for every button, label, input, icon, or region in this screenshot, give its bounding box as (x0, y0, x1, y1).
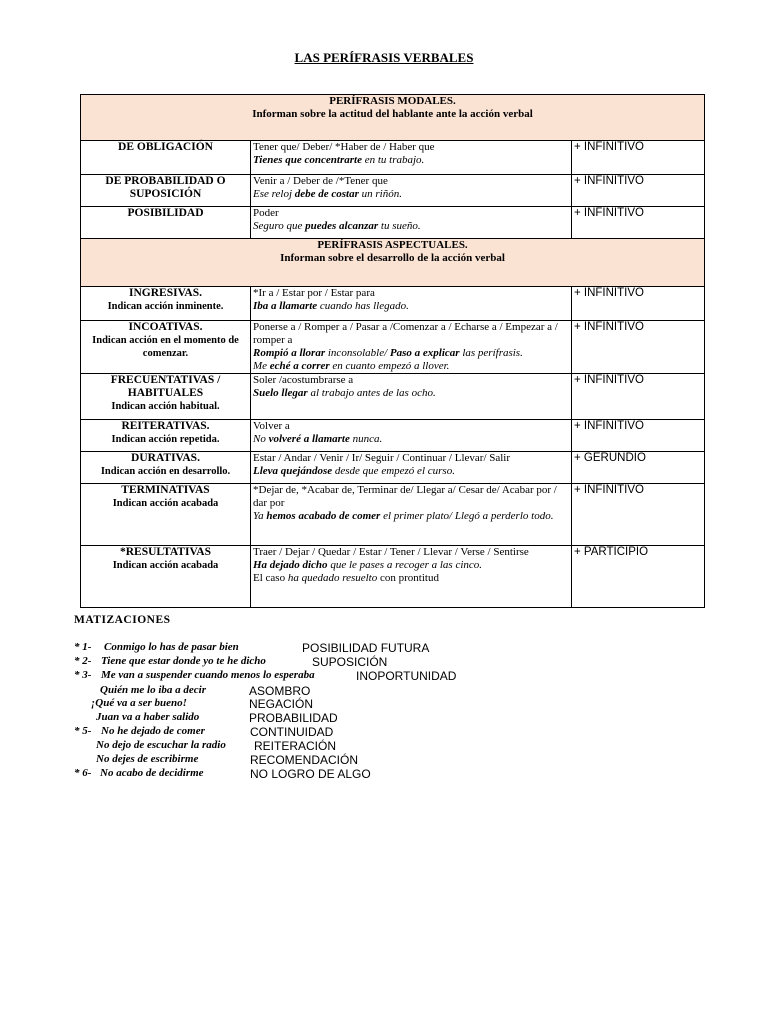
example-sentence (253, 572, 569, 585)
category-name: POSIBILIDAD (127, 207, 204, 219)
matizacion-number: * 3- (74, 669, 92, 681)
page-title-text: LAS PERÍFRASIS VERBALES (294, 50, 474, 65)
matizacion-number: * 5- (74, 725, 92, 737)
matizacion-label: POSIBILIDAD FUTURA (302, 641, 430, 655)
example-periphrasis: hemos acabado de comer (266, 510, 381, 522)
matizacion-label: REITERACIÓN (254, 739, 337, 753)
matizacion-example: Tiene que estar donde yo te he dicho (101, 655, 266, 667)
result-form-cell (572, 141, 705, 175)
verb-forms: Traer / Dejar / Quedar / Estar / Tener / Llevar / Verse / Sentirse (253, 546, 529, 558)
example-sentence (253, 465, 569, 478)
matizacion-example: Juan va a haber salido (96, 711, 200, 723)
forms-example-cell (251, 207, 572, 239)
table-row (81, 141, 705, 175)
example-periphrasis: debe de costar (294, 188, 359, 200)
matizacion-label: INOPORTUNIDAD (356, 669, 457, 683)
result-form-cell (572, 321, 705, 374)
category-description: Indican acción acabada (112, 498, 219, 509)
matizacion-example: No dejo de escuchar la radio (96, 739, 226, 751)
verb-forms: Tener que/ Deber/ *Haber de / Haber que (253, 141, 435, 153)
example-text: El caso (253, 572, 288, 584)
example-periphrasis: eché a correr (269, 360, 330, 372)
table-row (81, 175, 705, 207)
forms-example-cell (251, 175, 572, 207)
matizacion-label: ASOMBRO (249, 684, 311, 698)
example-periphrasis: Ha dejado dicho (253, 559, 328, 571)
category-name: REITERATIVAS. (121, 420, 210, 432)
example-periphrasis: Tienes que concentrarte (253, 154, 362, 166)
verb-forms: Venir a / Deber de /*Tener que (253, 175, 388, 187)
example-text: al trabajo antes de las ocho. (307, 387, 436, 399)
category-cell (81, 420, 251, 452)
matizacion-example: Conmigo lo has de pasar bien (104, 641, 239, 653)
result-form: + INFINITIVO (574, 141, 644, 153)
table-row (81, 452, 705, 484)
matizaciones-heading: MATIZACIONES (74, 614, 171, 626)
result-form: + PARTICIPIO (574, 546, 649, 558)
matizacion-label: NO LOGRO DE ALGO (250, 767, 371, 781)
matizacion-number: * 2- (74, 655, 92, 667)
example-text: el primer plato/ Llegó a perderlo todo. (380, 510, 554, 522)
matizacion-example: ¡Qué va a ser bueno! (91, 697, 187, 709)
category-cell (81, 141, 251, 175)
section-header-subtitle: Informan sobre el desarrollo de la acción verbal (280, 252, 505, 264)
example-text: nunca. (349, 433, 383, 445)
forms-example-cell (251, 374, 572, 420)
example-periphrasis: Iba a llamarte (253, 300, 318, 312)
result-form-cell (572, 207, 705, 239)
category-description: Indican acción repetida. (111, 434, 220, 445)
verb-forms: Poder (253, 207, 279, 219)
matizaciones-title (74, 612, 171, 627)
example-periphrasis: Paso a explicar (389, 347, 460, 359)
example-periphrasis: Rompió a llorar (253, 347, 326, 359)
result-form: + INFINITIVO (574, 484, 644, 496)
category-name: INCOATIVAS. (128, 321, 203, 333)
example-sentence (253, 220, 569, 233)
result-form-cell (572, 175, 705, 207)
category-name: DE OBLIGACIÓN (118, 141, 213, 153)
result-form-cell (572, 484, 705, 546)
table-row (81, 374, 705, 420)
category-description: Indican acción habitual. (111, 401, 220, 412)
matizacion-label: NEGACIÓN (249, 697, 314, 711)
result-form-cell (572, 374, 705, 420)
forms-example-cell (251, 321, 572, 374)
result-form: + INFINITIVO (574, 420, 644, 432)
verb-forms: Volver a (253, 420, 290, 432)
category-name: DURATIVAS. (131, 452, 200, 464)
forms-example-cell (251, 546, 572, 608)
section-header-subtitle: Informan sobre la actitud del hablante ante la acción verbal (252, 108, 533, 120)
example-text: con prontitud (377, 572, 439, 584)
example-text: No (253, 433, 269, 445)
verb-forms: Soler /acostumbrarse a (253, 374, 354, 386)
category-cell (81, 452, 251, 484)
example-text: Ya (253, 510, 267, 522)
matizacion-example: Me van a suspender cuando menos lo esperaba (101, 669, 315, 681)
category-description: Indican acción en el momento de comenzar. (92, 335, 239, 359)
result-form-cell (572, 420, 705, 452)
example-text: inconsolable/ (325, 347, 390, 359)
table-row (81, 420, 705, 452)
category-name: TERMINATIVAS (121, 484, 210, 496)
category-cell (81, 287, 251, 321)
table-row (81, 484, 705, 546)
category-name: DE PROBABILIDAD O SUPOSICIÓN (105, 175, 226, 200)
table-row (81, 321, 705, 374)
result-form-cell (572, 546, 705, 608)
matizacion-example: No he dejado de comer (101, 725, 205, 737)
forms-example-cell (251, 287, 572, 321)
example-text: Seguro que (253, 220, 306, 232)
example-sentence (253, 433, 569, 446)
matizacion-label: PROBABILIDAD (249, 711, 338, 725)
table-row (81, 207, 705, 239)
example-sentence (253, 154, 569, 167)
example-sentence (253, 360, 569, 373)
result-form: + GERUNDIO (574, 452, 646, 464)
example-text: Ese reloj (253, 188, 295, 200)
result-form: + INFINITIVO (574, 207, 644, 219)
forms-example-cell (251, 484, 572, 546)
result-form: + INFINITIVO (574, 175, 644, 187)
example-text: desde que empezó el curso. (332, 465, 455, 477)
category-description: Indican acción acabada (112, 560, 219, 571)
verb-forms: Ponerse a / Romper a / Pasar a /Comenzar a / Echarse a / Empezar a / romper a (253, 321, 558, 346)
category-name: *RESULTATIVAS (120, 546, 211, 558)
verb-forms: Estar / Andar / Venir / Ir/ Seguir / Continuar / Llevar/ Salir (253, 452, 511, 464)
matizacion-label: RECOMENDACIÓN (250, 753, 359, 767)
matizacion-example: No dejes de escribirme (96, 753, 199, 765)
forms-example-cell (251, 452, 572, 484)
page-title (0, 50, 768, 66)
table-row (81, 287, 705, 321)
example-periphrasis: puedes alcanzar (305, 220, 379, 232)
matizacion-number: * 1- (74, 641, 92, 653)
verb-forms: *Dejar de, *Acabar de, Terminar de/ Llegar a/ Cesar de/ Acabar por / dar por (253, 484, 557, 509)
category-name: FRECUENTATIVAS / HABITUALES (110, 374, 221, 399)
section-header (81, 239, 705, 287)
category-cell (81, 321, 251, 374)
section-header-title: PERÍFRASIS ASPECTUALES. (317, 239, 468, 251)
example-periphrasis: volveré a llamarte (268, 433, 350, 445)
example-text: que le pases a recoger a las cinco. (327, 559, 483, 571)
example-text: cuando has llegado. (317, 300, 409, 312)
forms-example-cell (251, 420, 572, 452)
result-form: + INFINITIVO (574, 287, 644, 299)
result-form: + INFINITIVO (574, 321, 644, 333)
example-sentence (253, 387, 569, 400)
category-description: Indican acción en desarrollo. (100, 466, 231, 477)
example-text: en tu trabajo. (361, 154, 425, 166)
matizacion-label: SUPOSICIÓN (312, 655, 388, 669)
matizacion-label: CONTINUIDAD (250, 725, 334, 739)
category-name: INGRESIVAS. (129, 287, 202, 299)
example-sentence (253, 510, 569, 523)
example-text: Me (253, 360, 270, 372)
example-text: las perífrasis. (459, 347, 523, 359)
example-sentence (253, 300, 569, 313)
matizacion-example: Quién me lo iba a decir (100, 684, 207, 696)
example-sentence (253, 559, 569, 572)
result-form-cell (572, 452, 705, 484)
example-text: un riñón. (358, 188, 402, 200)
example-periphrasis: Lleva quejándose (253, 465, 333, 477)
result-form: + INFINITIVO (574, 374, 644, 386)
category-cell (81, 207, 251, 239)
category-cell (81, 546, 251, 608)
section-header (81, 95, 705, 141)
table-row (81, 546, 705, 608)
periphrasis-table (80, 94, 705, 608)
matizacion-number: * 6- (74, 767, 92, 779)
category-description: Indican acción inminente. (107, 301, 224, 312)
forms-example-cell (251, 141, 572, 175)
example-text: tu sueño. (378, 220, 421, 232)
category-cell (81, 484, 251, 546)
result-form-cell (572, 287, 705, 321)
matizacion-example: No acabo de decidirme (100, 767, 204, 779)
example-text: en cuanto empezó a llover. (329, 360, 450, 372)
category-cell (81, 374, 251, 420)
category-cell (81, 175, 251, 207)
example-sentence (253, 347, 569, 360)
section-header-title: PERÍFRASIS MODALES. (329, 95, 456, 107)
verb-forms: *Ir a / Estar por / Estar para (253, 287, 375, 299)
example-periphrasis: Suelo llegar (253, 387, 308, 399)
example-sentence (253, 188, 569, 201)
example-periphrasis: ha quedado resuelto (287, 572, 378, 584)
